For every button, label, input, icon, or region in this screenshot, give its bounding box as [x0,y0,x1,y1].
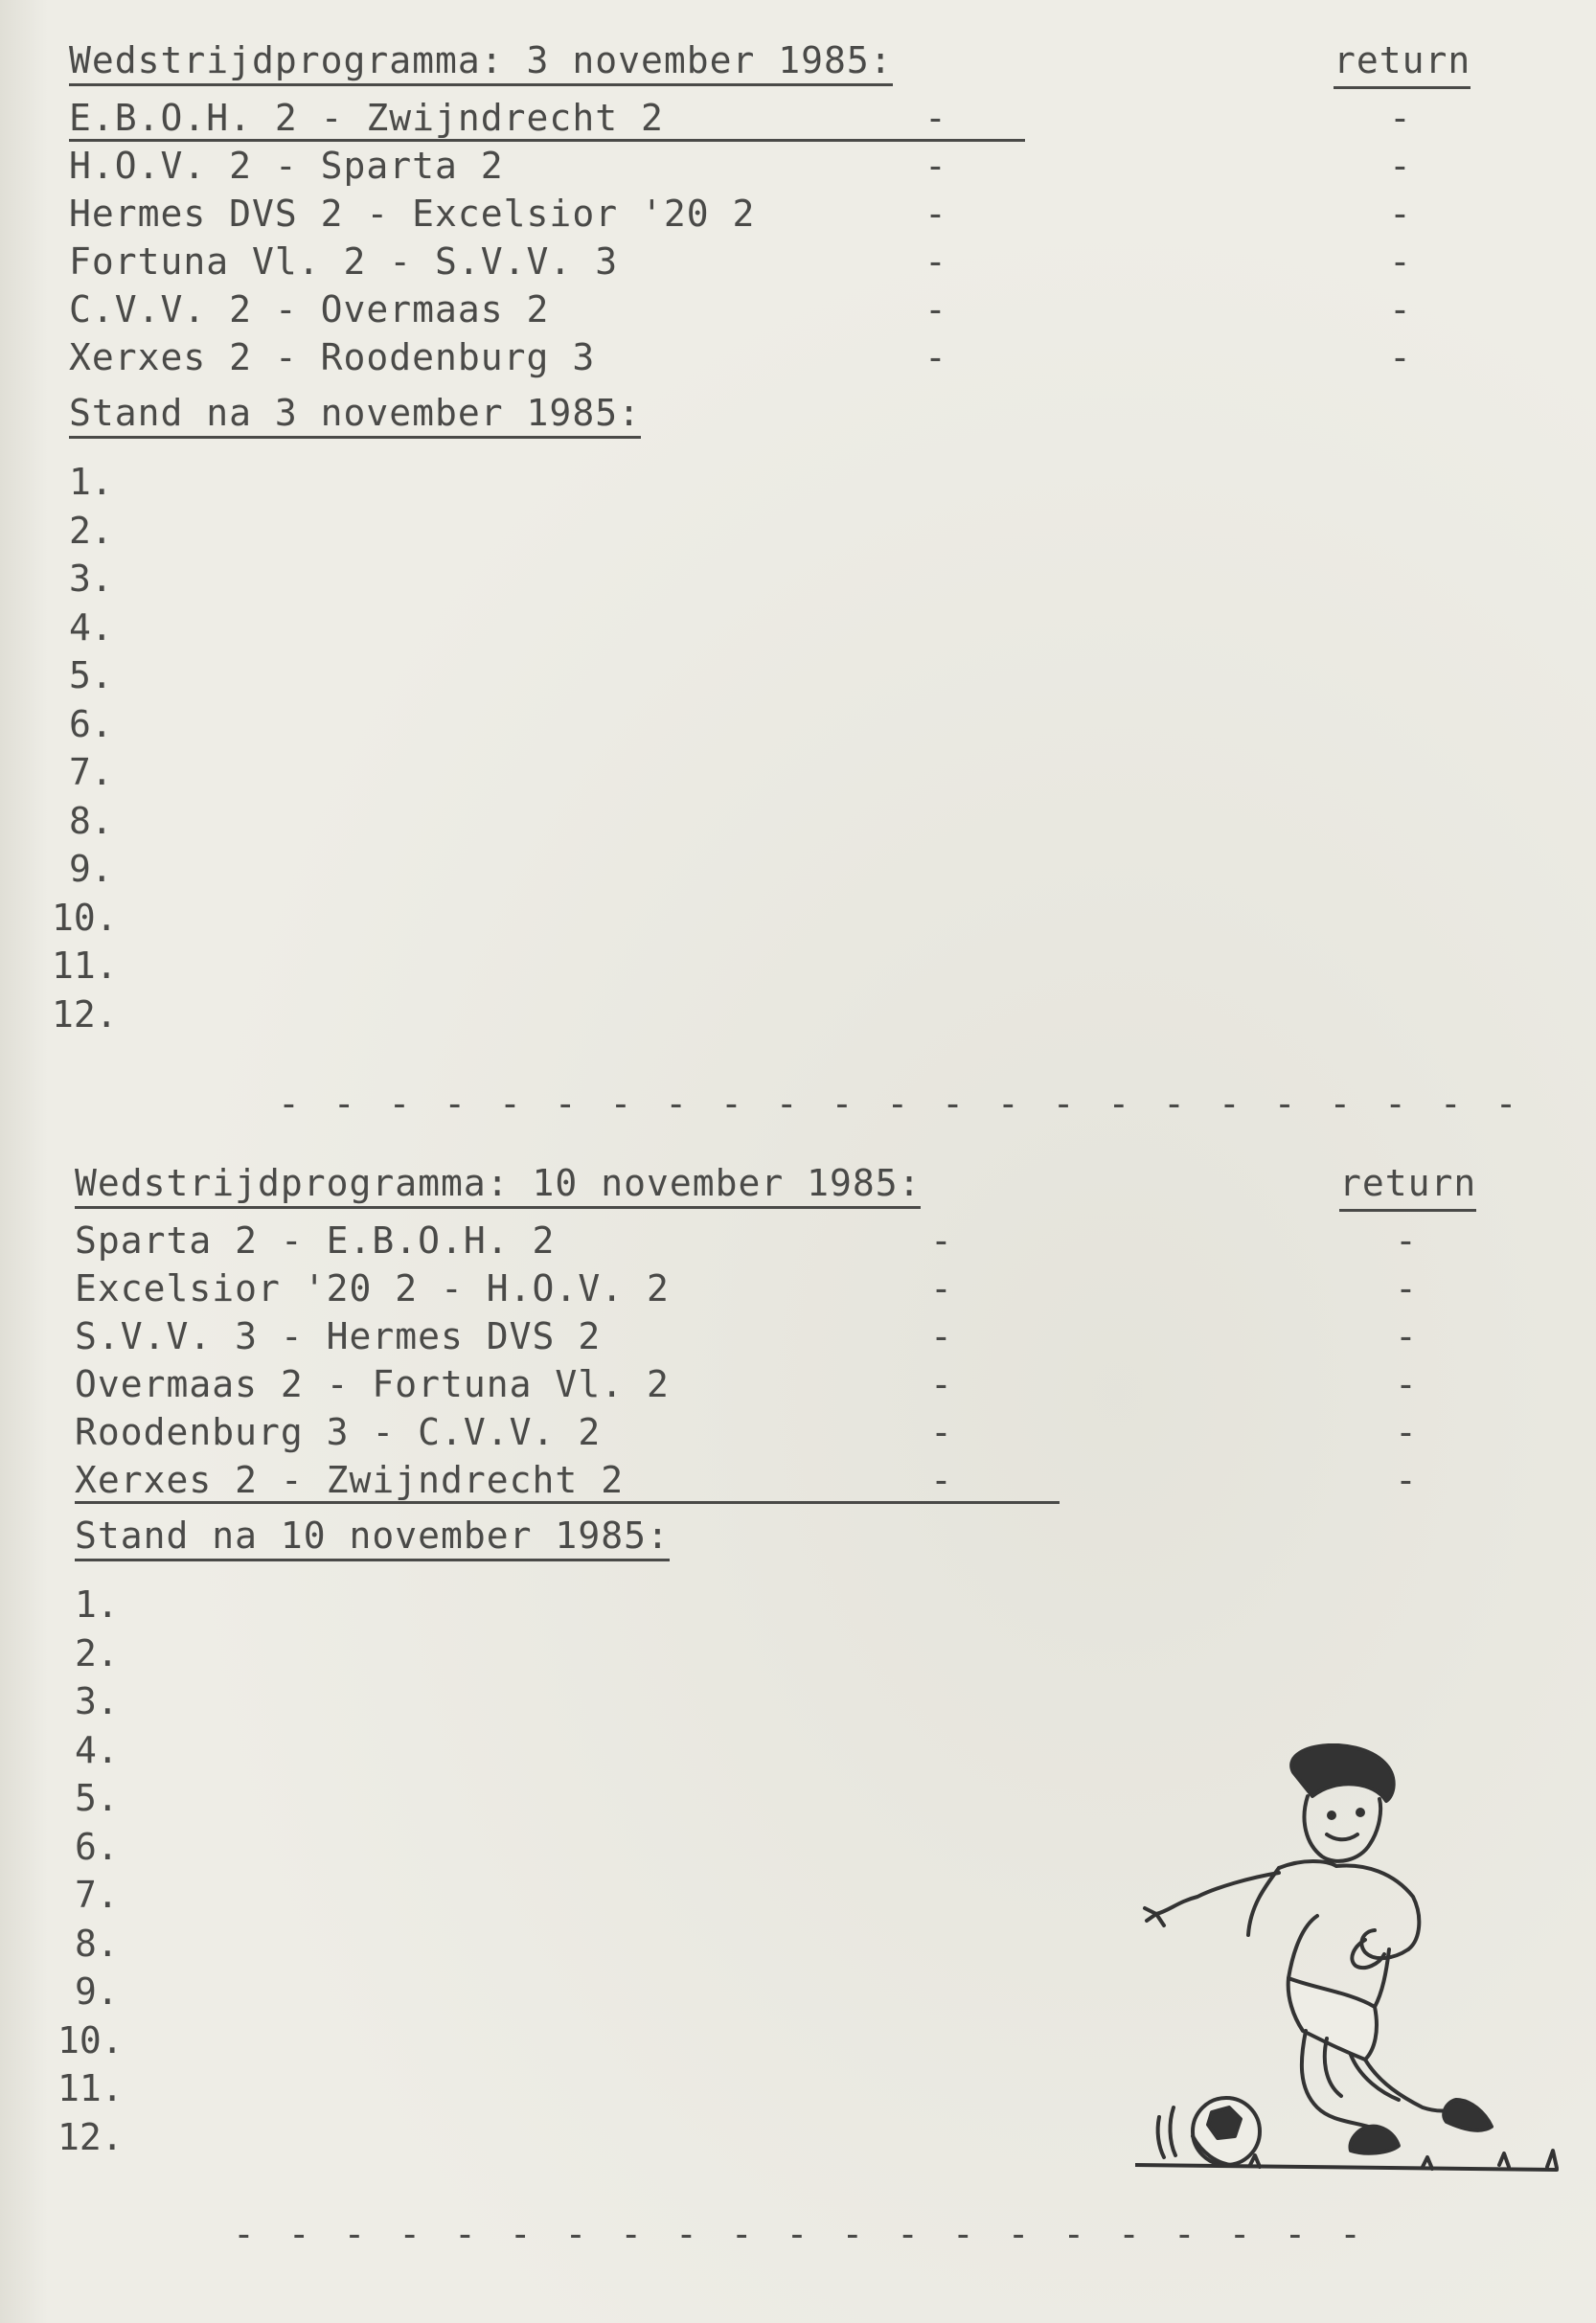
match-result: - [930,1411,953,1453]
match-teams: Sparta 2 - E.B.O.H. 2 [75,1219,556,1262]
return-result: - [1395,1315,1418,1357]
match-row [69,285,1506,333]
match-row [69,190,1506,238]
match-teams: H.O.V. 2 - Sparta 2 [69,145,504,187]
match-teams: E.B.O.H. 2 - Zwijndrecht 2 [69,97,664,139]
return-result: - [1395,1219,1418,1262]
match-teams: Xerxes 2 - Roodenburg 3 [69,336,596,378]
standing-position: 9. [69,848,113,890]
standing-position: 11. [52,945,118,987]
standing-position: 8. [69,799,113,842]
program-section-1 [52,36,1506,1038]
match-result: - [924,97,947,139]
match-row [69,142,1506,190]
football-player-kicking-ball-icon [1135,1743,1566,2194]
match-result: - [924,145,947,187]
match-result: - [924,240,947,283]
return-result: - [1395,1267,1418,1310]
match-row [75,1264,1512,1312]
match-result: - [930,1315,953,1357]
standing-position: 7. [75,1874,119,1916]
match-list [75,1217,1512,1504]
match-teams: Fortuna Vl. 2 - S.V.V. 3 [69,240,619,283]
standing-position: 1. [75,1583,119,1626]
standing-position: 8. [75,1922,119,1965]
match-result: - [930,1363,953,1405]
program-header [69,36,1506,94]
return-result: - [1389,240,1412,283]
match-result: - [930,1219,953,1262]
program-title: Wedstrijdprogramma: 10 november 1985: [75,1162,921,1209]
return-result: - [1389,97,1412,139]
standings-title: Stand na 3 november 1985: [69,392,641,439]
standing-position: 5. [69,654,113,696]
match-row [69,238,1506,285]
match-row [75,1217,1512,1264]
standing-position: 11. [57,2067,124,2109]
standing-position: 7. [69,751,113,793]
match-result: - [930,1267,953,1310]
standings-list [52,458,1506,1038]
standing-position: 2. [69,509,113,552]
return-result: - [1389,288,1412,330]
standings-header [75,1512,1512,1575]
match-row [75,1408,1512,1456]
standing-position: 6. [75,1825,119,1868]
standing-position: 6. [69,702,113,745]
match-teams: Xerxes 2 - Zwijndrecht 2 [75,1459,625,1501]
match-result: - [930,1459,953,1501]
separator-line: - - - - - - - - - - - - - - - - - - - - - [233,2213,1367,2255]
match-row [75,1312,1512,1360]
standing-position: 12. [52,992,118,1036]
return-column-label: return [1334,36,1471,89]
separator-line: - - - - - - - - - - - - - - - - - - - - - - - [278,1082,1523,1125]
match-row [75,1360,1512,1408]
match-teams: Roodenburg 3 - C.V.V. 2 [75,1411,602,1453]
match-result: - [924,193,947,235]
standing-position: 2. [75,1631,119,1674]
standing-position: 3. [69,558,113,600]
standing-position: 9. [75,1970,119,2013]
return-result: - [1389,145,1412,187]
match-teams: S.V.V. 3 - Hermes DVS 2 [75,1315,602,1357]
match-result: - [924,336,947,378]
standing-position: 10. [52,896,118,939]
match-teams: Excelsior '20 2 - H.O.V. 2 [75,1267,670,1310]
match-teams: Overmaas 2 - Fortuna Vl. 2 [75,1363,670,1405]
standing-position: 12. [57,2115,124,2158]
match-row [69,94,1506,142]
match-row [75,1456,1512,1504]
return-result: - [1389,336,1412,378]
match-teams: Hermes DVS 2 - Excelsior '20 2 [69,193,756,235]
standing-position: 3. [75,1680,119,1722]
standing-position: 4. [69,605,113,649]
program-title: Wedstrijdprogramma: 3 november 1985: [69,39,893,86]
program-header [75,1159,1512,1217]
standings-header [69,389,1506,452]
return-result: - [1389,193,1412,235]
match-row [69,333,1506,381]
standing-position: 4. [75,1728,119,1771]
match-result: - [924,288,947,330]
standings-title: Stand na 10 november 1985: [75,1515,670,1561]
return-result: - [1395,1459,1418,1501]
match-teams: C.V.V. 2 - Overmaas 2 [69,288,550,330]
match-list [69,94,1506,381]
match-underline [75,1501,1060,1504]
return-column-label: return [1339,1159,1476,1212]
return-result: - [1395,1363,1418,1405]
return-result: - [1395,1411,1418,1453]
standing-position: 10. [57,2018,124,2061]
standing-position: 1. [69,461,113,503]
standing-position: 5. [75,1777,119,1819]
